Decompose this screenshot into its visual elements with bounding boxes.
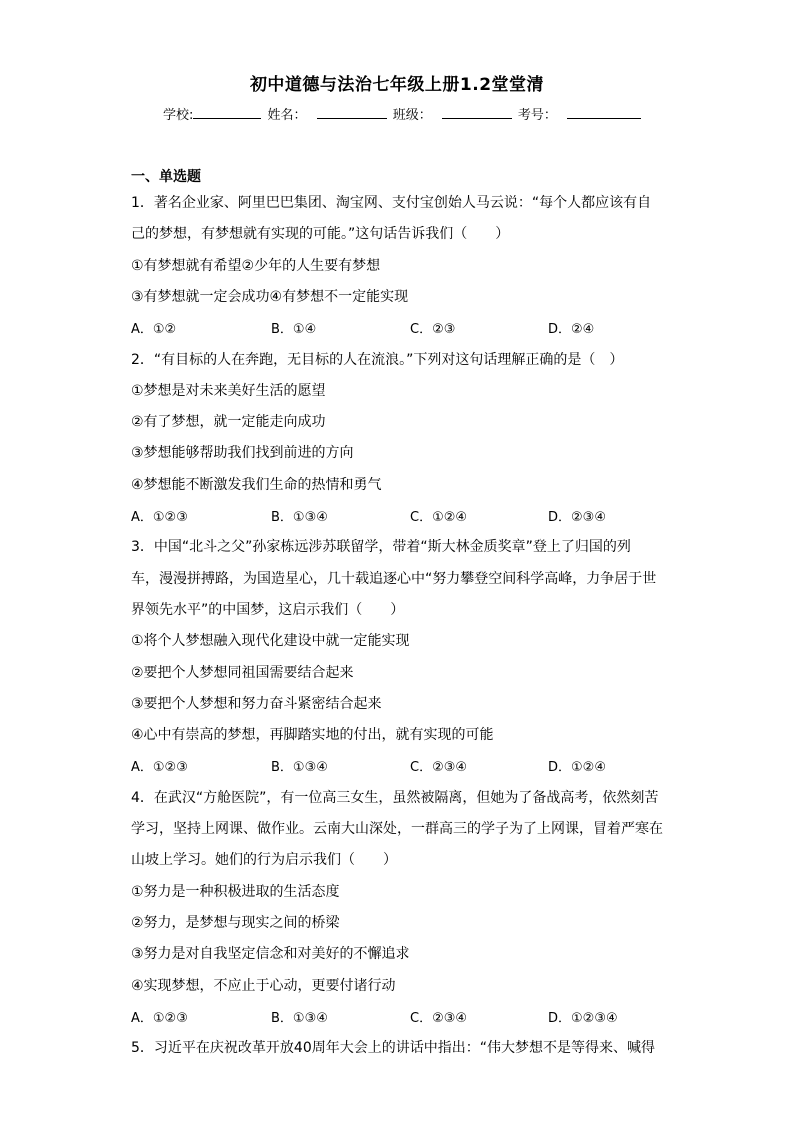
exam-number-blank[interactable] [567, 106, 641, 119]
question-3-stem-line: 界领先水平”的中国梦，这启示我们（ ） [131, 601, 405, 618]
answer-option[interactable]: D．②③④ [548, 510, 606, 525]
question-4-options [131, 1007, 651, 1027]
question-2-stem-line: 2．“有目标的人在奔跑，无目标的人在流浪。”下列对这句话理解正确的是（ ） [131, 351, 624, 368]
answer-option[interactable]: A．①②③ [131, 760, 188, 776]
school-label: 学校: [163, 108, 194, 123]
answer-option[interactable]: C．②③④ [410, 760, 468, 776]
question-3-stem-line: 3．中国“北斗之父”孙家栋远涉苏联留学，带着“斯大林金质奖章”登上了归国的列 [131, 539, 631, 556]
question-4-statement: ①努力是一种积极进取的生活态度 [131, 883, 340, 900]
question-2-statement: ②有了梦想，就一定能走向成功 [131, 414, 326, 431]
answer-option[interactable]: C．②③④ [410, 1010, 468, 1026]
question-2-statement: ④梦想能不断激发我们生命的热情和勇气 [131, 476, 382, 493]
exam-number-label: 考号： [517, 108, 557, 123]
name-blank[interactable] [317, 106, 387, 119]
question-1-statement: ③有梦想就一定会成功④有梦想不一定能实现 [131, 288, 409, 305]
question-2-statement: ③梦想能够帮助我们找到前进的方向 [131, 445, 354, 462]
class-blank[interactable] [442, 106, 512, 119]
question-2-options [131, 506, 651, 526]
answer-option[interactable]: A．①② [131, 322, 177, 338]
class-label: 班级： [392, 108, 432, 123]
question-3-statement: ②要把个人梦想同祖国需要结合起来 [131, 664, 354, 681]
name-label: 姓名： [267, 108, 307, 123]
answer-option[interactable]: C．②③ [410, 322, 456, 338]
student-info-row [163, 104, 643, 123]
question-2-statement: ①梦想是对未来美好生活的愿望 [131, 382, 326, 399]
question-3-stem-line: 车，漫漫拼搏路，为国造星心，几十载追逐心中“努力攀登空间科学高峰，力争居于世 [131, 570, 657, 587]
answer-option[interactable]: A．①②③ [131, 510, 188, 525]
question-3-statement: ①将个人梦想融入现代化建设中就一定能实现 [131, 633, 410, 650]
document-title: 初中道德与法治七年级上册1.2堂堂清 [249, 75, 545, 95]
answer-option[interactable]: D．①②③④ [548, 1010, 618, 1026]
question-4-stem-line: 4．在武汉“方舱医院”，有一位高三女生，虽然被隔离，但她为了备战高考，依然刻苦 [131, 789, 659, 806]
question-4-stem-line: 山坡上学习。她们的行为启示我们（ ） [131, 852, 397, 869]
answer-option[interactable]: B．①③④ [271, 760, 328, 776]
question-1-stem-line: 己的梦想，有梦想就有实现的可能。”这句话告诉我们（ ） [131, 226, 510, 243]
answer-option[interactable]: D．②④ [548, 322, 595, 338]
question-1-stem-line: 1．著名企业家、阿里巴巴集团、淘宝网、支付宝创始人马云说：“每个人都应该有自 [131, 195, 652, 211]
question-4-statement: ③努力是对自我坚定信念和对美好的不懈追求 [131, 946, 410, 963]
question-1-statement: ①有梦想就有希望②少年的人生要有梦想 [131, 257, 381, 274]
answer-option[interactable]: B．①③④ [271, 510, 328, 525]
question-5-stem-line: 5．习近平在庆祝改革开放40周年大会上的讲话中指出：“伟大梦想不是等得来、喊得 [131, 1040, 655, 1057]
answer-option[interactable]: D．①②④ [548, 760, 606, 776]
question-4-statement: ②努力，是梦想与现实之间的桥梁 [131, 914, 340, 931]
question-4-stem-line: 学习，坚持上网课、做作业。云南大山深处，一群高三的学子为了上网课，冒着严寒在 [131, 821, 663, 837]
answer-option[interactable]: A．①②③ [131, 1010, 188, 1026]
answer-option[interactable]: B．①③④ [271, 1010, 328, 1026]
question-3-statement: ④心中有崇高的梦想，再脚踏实地的付出，就有实现的可能 [131, 727, 494, 744]
section-heading: 一、单选题 [131, 169, 201, 185]
question-4-statement: ④实现梦想，不应止于心动，更要付诸行动 [131, 977, 396, 994]
question-3-statement: ③要把个人梦想和努力奋斗紧密结合起来 [131, 695, 382, 712]
answer-option[interactable]: B．①④ [271, 322, 317, 338]
school-blank[interactable] [193, 106, 261, 119]
answer-option[interactable]: C．①②④ [410, 510, 468, 525]
question-1-options [131, 318, 651, 338]
question-3-options [131, 756, 651, 776]
